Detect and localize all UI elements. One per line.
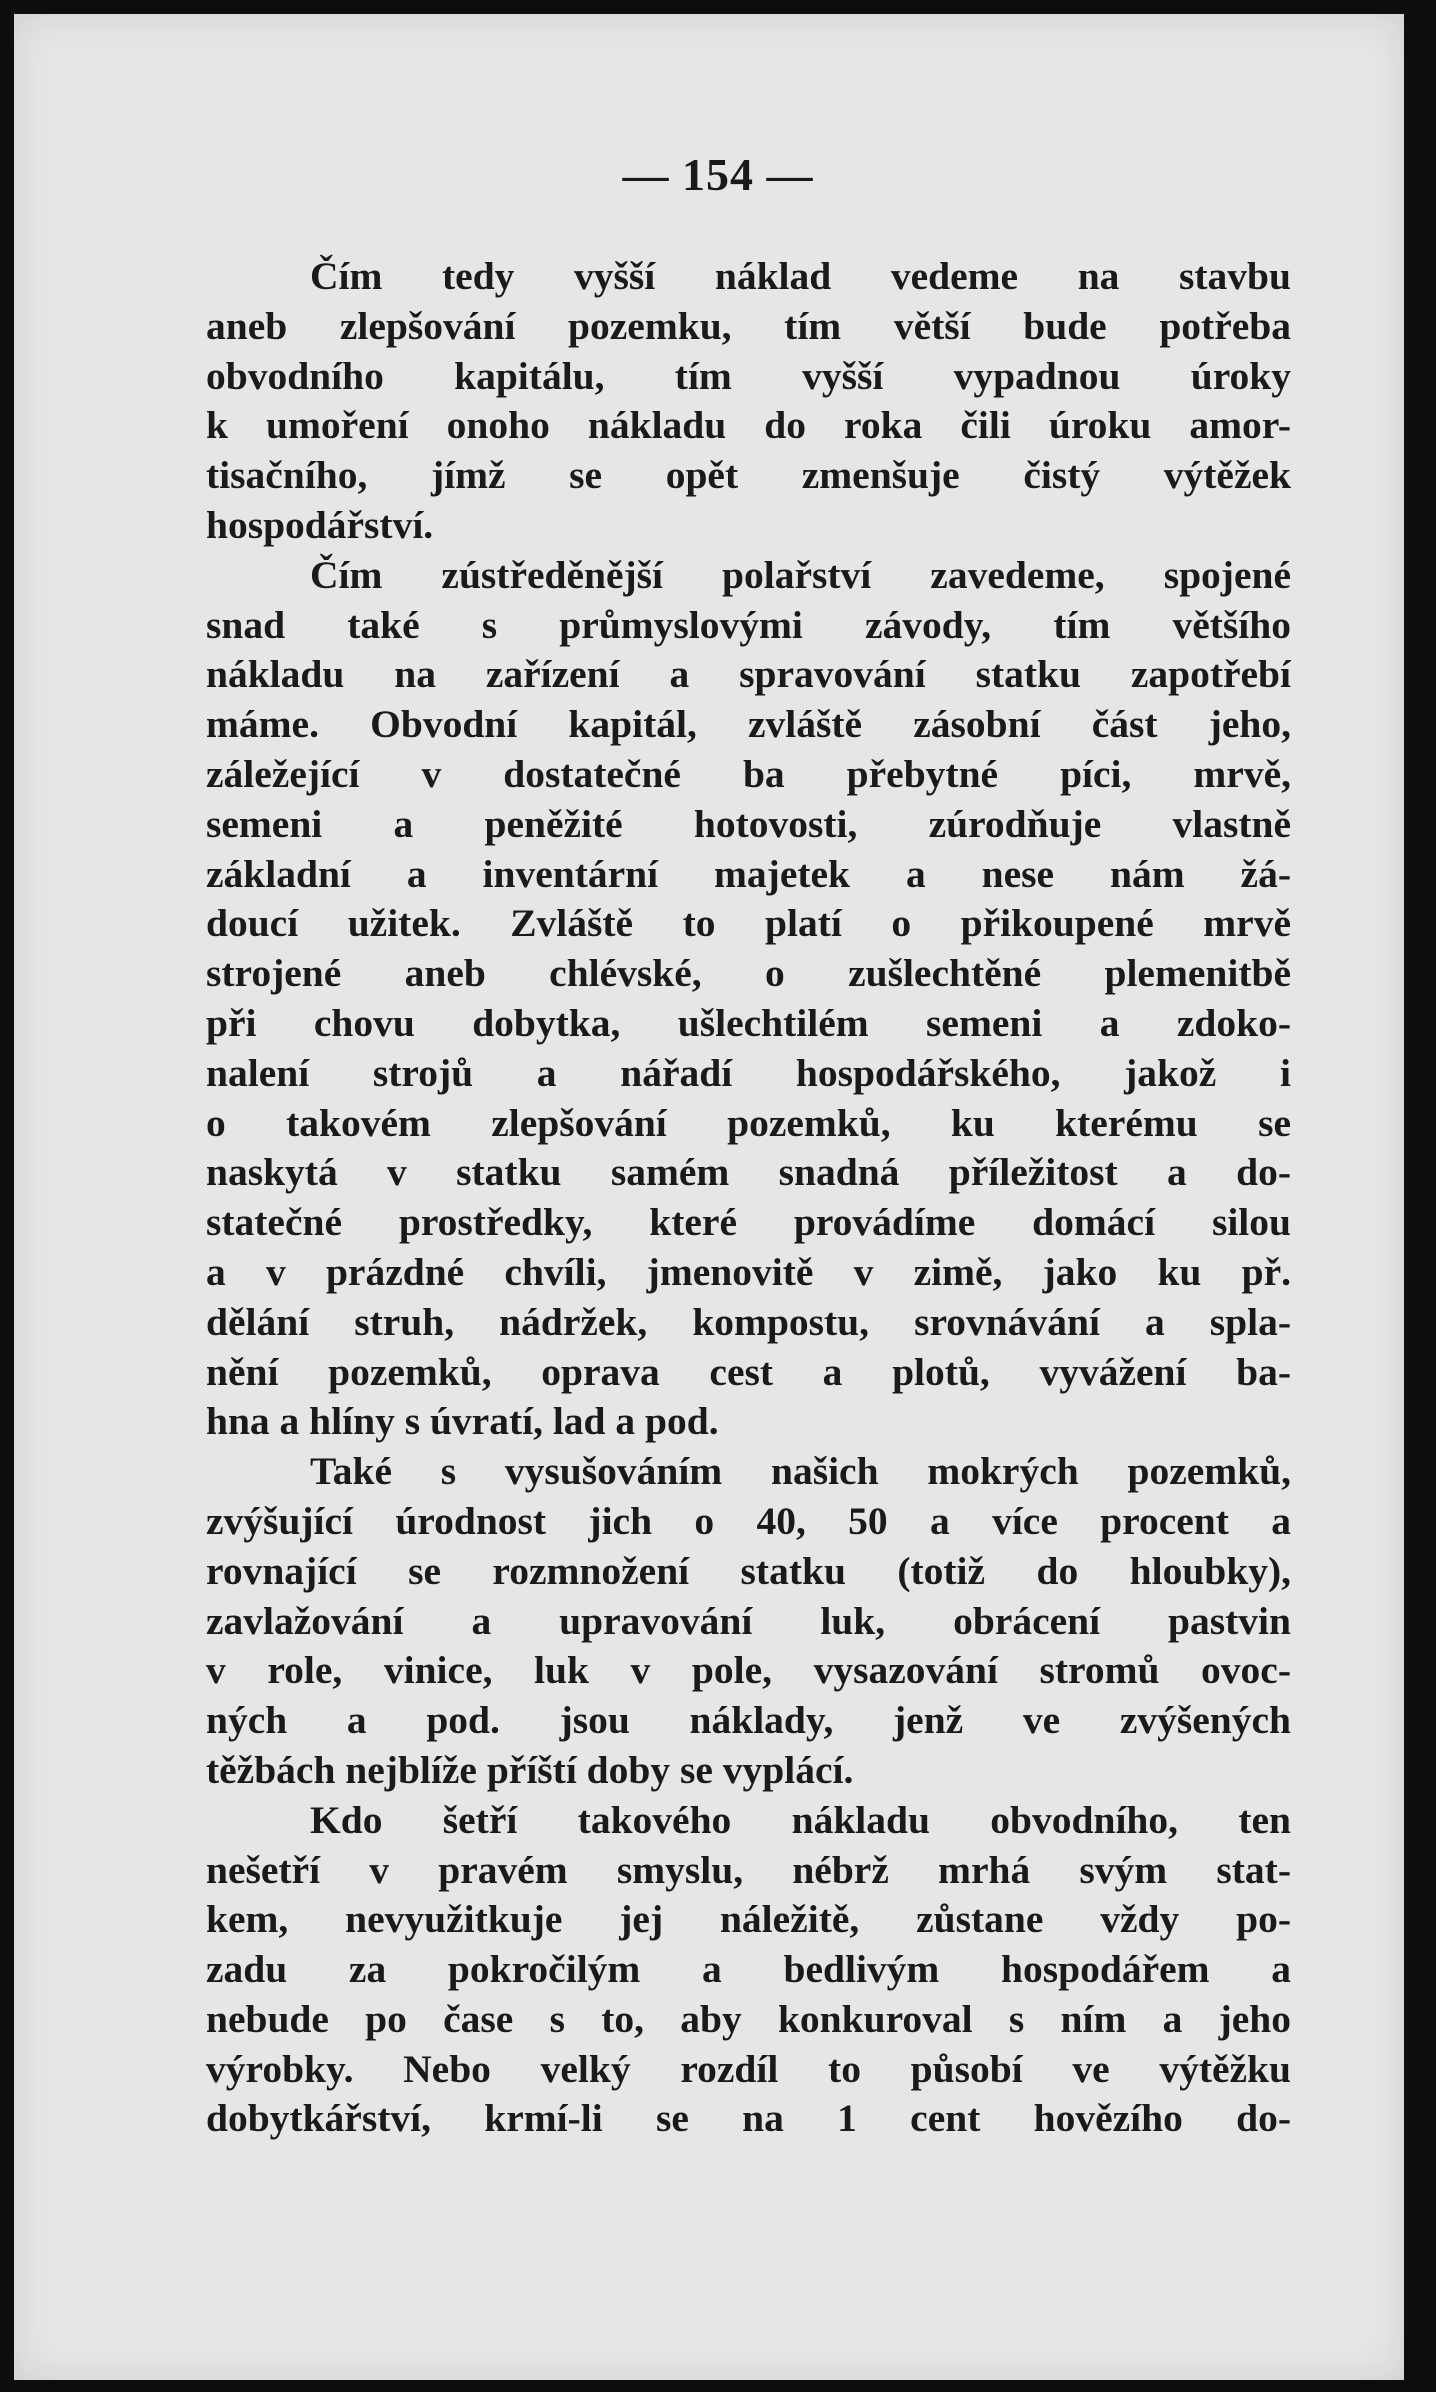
text-line: hospodářství. [206, 502, 434, 547]
text-line: ných a pod. jsou náklady, jenž ve zvýšených [206, 1698, 1291, 1743]
text-line: strojené aneb chlévské, o zušlechtěné plemenitbě [206, 951, 1291, 996]
text-line: základní a inventární majetek a nese nám žá- [206, 851, 1291, 896]
text-line: nebude po čase s to, aby konkuroval s ním a jeho [206, 1996, 1291, 2041]
text-line: statečné prostředky, které provádíme domácí silou [206, 1200, 1291, 1245]
text-line: k umoření onoho nákladu do roka čili úroku amor- [206, 403, 1291, 448]
text-line: zavlažování a upravování luk, obrácení pastvin [206, 1598, 1291, 1643]
text-line: dělání struh, nádržek, kompostu, srovnávání a spla- [206, 1299, 1291, 1344]
paragraph [206, 551, 1291, 1447]
text-line: Kdo šetří takového nákladu obvodního, ten [310, 1797, 1291, 1842]
text-line: rovnající se rozmnožení statku (totiž do hloubky), [206, 1548, 1291, 1593]
text-line: záležející v dostatečné ba přebytné píci, mrvě, [206, 751, 1291, 796]
text-line: nešetří v pravém smyslu, nébrž mrhá svým stat- [206, 1847, 1291, 1892]
text-line: v role, vinice, luk v pole, vysazování stromů ovoc- [206, 1648, 1291, 1693]
text-line: o takovém zlepšování pozemků, ku kterému se [206, 1100, 1291, 1145]
text-line: zadu za pokročilým a bedlivým hospodářem a [206, 1947, 1291, 1992]
text-line: aneb zlepšování pozemku, tím větší bude potřeba [206, 303, 1291, 348]
text-line: výrobky. Nebo velký rozdíl to působí ve výtěžku [206, 2046, 1291, 2091]
page-number: — 154 — [622, 149, 814, 200]
text-line: semeni a peněžité hotovosti, zúrodňuje vlastně [206, 801, 1291, 846]
body-text [206, 252, 1291, 2144]
paragraph [206, 1796, 1291, 2145]
text-line: naskytá v statku samém snadná příležitost a do- [206, 1150, 1291, 1195]
text-line: tisačního, jímž se opět zmenšuje čistý výtěžek [206, 453, 1291, 498]
text-line: kem, nevyužitkuje jej náležitě, zůstane vždy po- [206, 1897, 1291, 1942]
text-line: těžbách nejblíže příští doby se vyplácí. [206, 1747, 854, 1792]
text-line: snad také s průmyslovými závody, tím většího [206, 602, 1291, 647]
text-line: obvodního kapitálu, tím vyšší vypadnou úroky [206, 353, 1291, 398]
text-line: máme. Obvodní kapitál, zvláště zásobní část jeho, [206, 702, 1291, 747]
text-line: Také s vysušováním našich mokrých pozemků, [310, 1449, 1291, 1494]
text-line: dobytkářství, krmí-li se na 1 cent hovězího do- [206, 2096, 1291, 2141]
text-line: doucí užitek. Zvláště to platí o přikoupené mrvě [206, 901, 1291, 946]
text-line: nákladu na zařízení a spravování statku zapotřebí [206, 652, 1291, 697]
text-line: nalení strojů a nářadí hospodářského, jakož i [206, 1050, 1291, 1095]
text-line: Čím tedy vyšší náklad vedeme na stavbu [310, 254, 1291, 298]
text-line: a v prázdné chvíli, jmenovitě v zimě, jako ku př. [206, 1249, 1291, 1294]
text-line: zvýšující úrodnost jich o 40, 50 a více procent a [206, 1498, 1291, 1543]
text-line: nění pozemků, oprava cest a plotů, vyvážení ba- [206, 1349, 1291, 1394]
text-line: hna a hlíny s úvratí, lad a pod. [206, 1399, 719, 1444]
paragraph [206, 1447, 1291, 1796]
text-line: Čím zústředěnější polařství zavedeme, spojené [310, 552, 1291, 597]
text-line: při chovu dobytka, ušlechtilém semeni a zdoko- [206, 1000, 1291, 1045]
paragraph [206, 252, 1291, 551]
